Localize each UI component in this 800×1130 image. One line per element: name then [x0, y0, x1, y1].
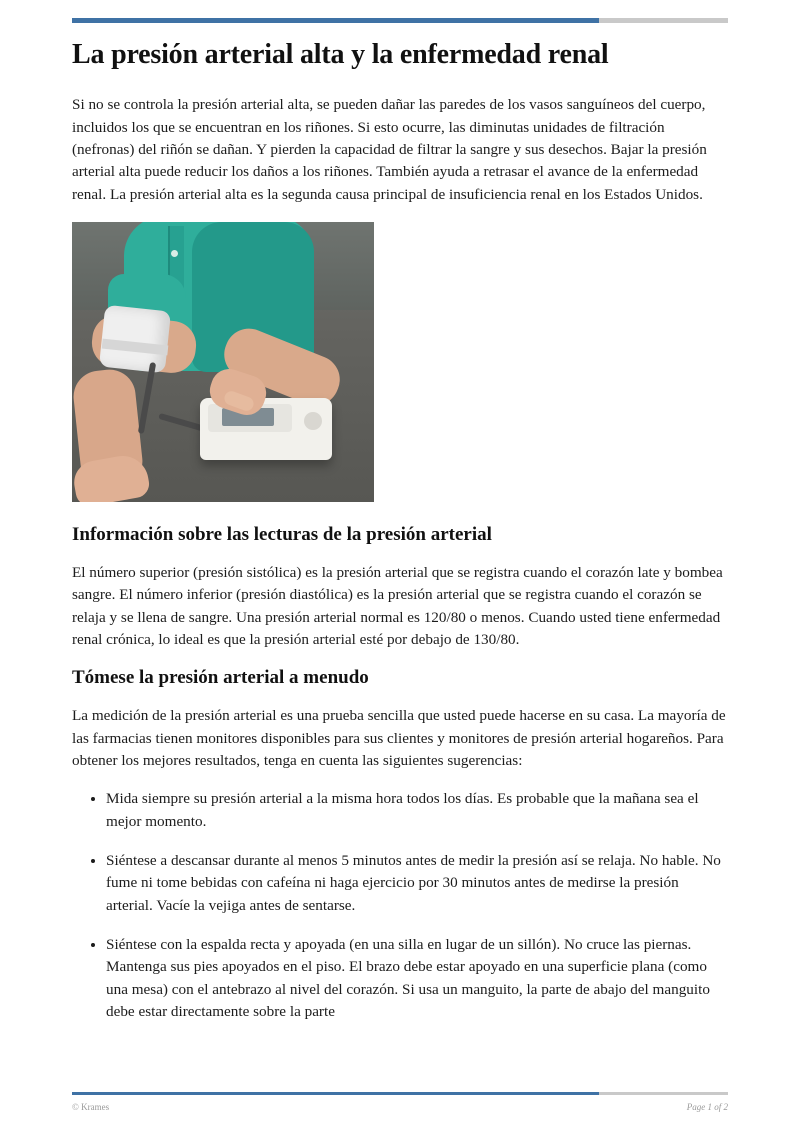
section-heading-frequency: Tómese la presión arterial a menudo [72, 667, 369, 689]
intro-paragraph: Si no se controla la presión arterial alta, se pueden dañar las paredes de los vasos sanguíneos del cuerpo, incluidos los que se encuentran en los riñones. Si esto ocurre, las diminutas unidades de filtración (nefronas) del riñón se dañan. Y pierden la capacidad de filtrar la sangre y sus desechos. Bajar la presión arterial alta puede reducir los daños a los riñones. También ayuda a retrasar el avance de la enfermedad renal. La presión arterial alta es la segunda causa principal de insuficiencia renal en los Estados Unidos. [72, 96, 707, 203]
section-paragraph-readings: El número superior (presión sistólica) es la presión arterial que se registra cuando el corazón late y bombea sangre. El número inferior (presión diastólica) es la presión arterial que se registra cuando el corazón se relaja y se llena de sangre. Una presión arterial normal es 120/80 o menos. Cuando usted tiene enfermedad renal crónica, lo ideal es que la presión arterial esté por debajo de 130/80. [72, 563, 723, 648]
footer-rule-accent [72, 1092, 599, 1095]
document-content [72, 0, 728, 1023]
header-rule-accent [72, 18, 599, 23]
blood-pressure-photo [72, 222, 374, 502]
shirt-button [171, 250, 178, 257]
list-item: • Siéntese con la espalda recta y apoyada (en una silla en lugar de un sillón). No cruce las piernas. Mantenga sus pies apoyados en el piso. El brazo debe estar apoyado en una superficie plana (como una mesa) con el antebrazo al nivel del corazón. Si usa un manguito, la parte de abajo del manguito debe estar directamente sobre la parte [106, 934, 728, 1023]
monitor-start-button [304, 412, 322, 430]
section-paragraph-frequency: La medición de la presión arterial es una prueba sencilla que usted puede hacerse en su casa. La mayoría de las farmacias tienen monitores disponibles para sus clientes y monitores de presión arterial hogareños. Para obtener los mejores resultados, tenga en cuenta las siguientes sugerencias: [72, 707, 726, 769]
footer-rule [72, 1092, 728, 1095]
list-item: • Mida siempre su presión arterial a la misma hora todos los días. Es probable que la mañana sea el mejor momento. [106, 788, 728, 833]
page-title: La presión arterial alta y la enfermedad renal [72, 39, 609, 70]
section-heading-readings: Información sobre las lecturas de la presión arterial [72, 523, 492, 545]
tips-list [72, 788, 728, 1023]
footer-page-number: Page 1 of 2 [686, 1102, 728, 1112]
list-item: • Siéntese a descansar durante al menos 5 minutos antes de medir la presión así se relaja. No hable. No fume ni tome bebidas con cafeína ni haga ejercicio por 30 minutos antes de medirse la presión arterial. Vacíe la vejiga antes de sentarse. [106, 850, 728, 917]
header-rule [72, 18, 728, 23]
footer-copyright: © Krames [72, 1102, 110, 1112]
